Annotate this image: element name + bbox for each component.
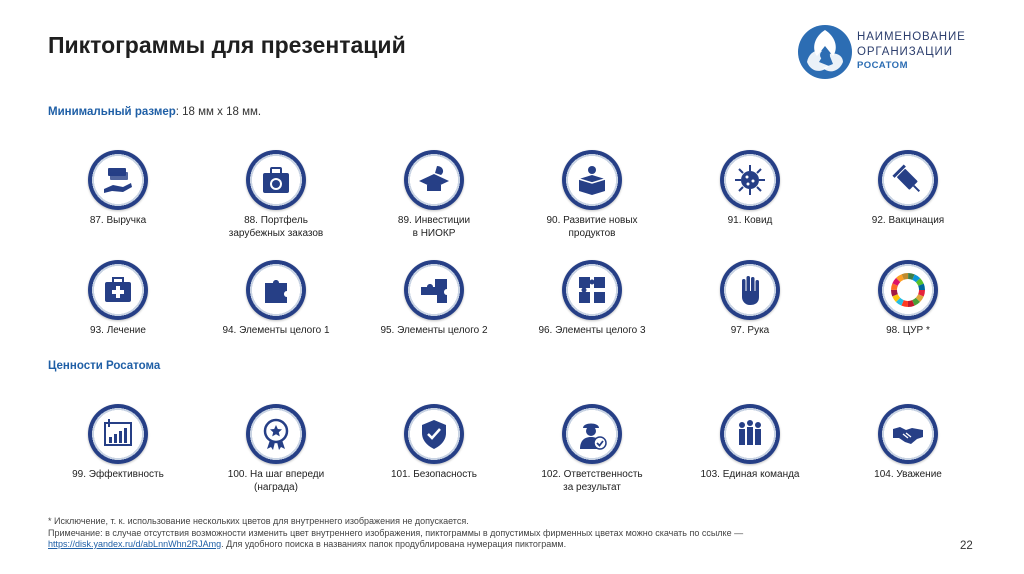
worker-check-icon xyxy=(562,404,622,464)
pictogram-103 xyxy=(670,404,830,482)
pictogram-102 xyxy=(512,404,672,494)
team-icon xyxy=(720,404,780,464)
pictogram-101 xyxy=(354,404,514,482)
pictogram-99 xyxy=(38,404,198,482)
logo-brand: РОСАТОМ xyxy=(857,60,908,71)
min-size-label: Минимальный размер xyxy=(48,106,176,118)
pictogram-91 xyxy=(670,150,830,228)
footnote-line-1: * Исключение, т. к. использование нескольких цветов для внутреннего изображения не допускается. xyxy=(48,516,469,526)
sdg-wheel-icon xyxy=(878,260,938,320)
pictogram-label: 97. Рука xyxy=(730,325,770,336)
hand-icon xyxy=(720,260,780,320)
pictogram-label: 95. Элементы целого 2 xyxy=(380,325,488,336)
shield-check-icon xyxy=(404,404,464,464)
pictogram-90 xyxy=(512,150,672,240)
pictogram-label: 93. Лечение xyxy=(90,325,146,336)
rosatom-logo xyxy=(795,22,995,82)
pictogram-label: 90. Развитие новых продуктов xyxy=(546,215,638,239)
pictogram-97 xyxy=(670,260,830,338)
pictogram-label: 94. Элементы целого 1 xyxy=(222,325,330,336)
pictogram-label: 102. Ответственность за результат xyxy=(541,469,643,493)
logo-line-2: ОРГАНИЗАЦИИ xyxy=(857,45,953,58)
puzzle-1-icon xyxy=(246,260,306,320)
pictogram-94 xyxy=(196,260,356,338)
award-icon xyxy=(246,404,306,464)
pictogram-label: 103. Единая команда xyxy=(700,469,800,480)
puzzle-2-icon xyxy=(404,260,464,320)
briefcase-globe-icon xyxy=(246,150,306,210)
syringe-icon xyxy=(878,150,938,210)
pictogram-104 xyxy=(828,404,988,482)
footnote-line-2: Примечание: в случае отсутствия возможности изменить цвет внутреннего изображения, пиктограммы в допустимых фирменных цветах можно скачать по ссылке — xyxy=(48,527,744,538)
page-title: Пиктограммы для презентаций xyxy=(48,32,406,58)
min-size-value: : 18 мм х 18 мм. xyxy=(175,106,262,118)
pictogram-95 xyxy=(354,260,514,338)
pictogram-label: 88. Портфель зарубежных заказов xyxy=(228,215,324,239)
pictogram-96 xyxy=(512,260,672,338)
pictogram-label: 101. Безопасность xyxy=(390,469,478,480)
pictogram-89 xyxy=(354,150,514,240)
footnote xyxy=(48,516,928,551)
handshake-icon xyxy=(878,404,938,464)
pictogram-label: 96. Элементы целого 3 xyxy=(538,325,646,336)
medkit-icon xyxy=(88,260,148,320)
footnote-line-3 xyxy=(48,539,928,551)
logo-line-1: НАИМЕНОВАНИЕ xyxy=(857,31,966,43)
download-link[interactable]: https://disk.yandex.ru/d/abLnnWhn2RJAmg xyxy=(48,539,222,549)
pictogram-label: 89. Инвестиции в НИОКР xyxy=(397,215,471,239)
virus-icon xyxy=(720,150,780,210)
pictogram-label: 92. Вакцинация xyxy=(871,215,945,226)
section-title-values: Ценности Росатома xyxy=(48,360,161,372)
page-number: 22 xyxy=(960,540,973,552)
pictogram-label: 100. На шаг впереди (награда) xyxy=(227,469,325,493)
pictogram-98 xyxy=(828,260,988,338)
efficiency-chart-icon xyxy=(88,404,148,464)
pictogram-label: 98. ЦУР * xyxy=(886,325,930,336)
rosatom-logo-icon xyxy=(795,22,855,82)
pictogram-100 xyxy=(196,404,356,494)
pictogram-87 xyxy=(38,150,198,228)
pictogram-label: 87. Выручка xyxy=(89,215,147,226)
graduation-cap-icon xyxy=(404,150,464,210)
footnote-line-3-text: . Для удобного поиска в названиях папок продублирована нумерация пиктограмм. xyxy=(221,539,567,549)
pictogram-label: 104. Уважение xyxy=(874,469,942,480)
pictogram-88 xyxy=(196,150,356,240)
pictogram-93 xyxy=(38,260,198,338)
pictogram-label: 99. Эффективность xyxy=(72,469,164,480)
min-size-note xyxy=(48,106,261,118)
puzzle-3-icon xyxy=(562,260,622,320)
box-idea-icon xyxy=(562,150,622,210)
pictogram-92 xyxy=(828,150,988,228)
cash-hand-icon xyxy=(88,150,148,210)
pictogram-label: 91. Ковид xyxy=(727,215,773,226)
